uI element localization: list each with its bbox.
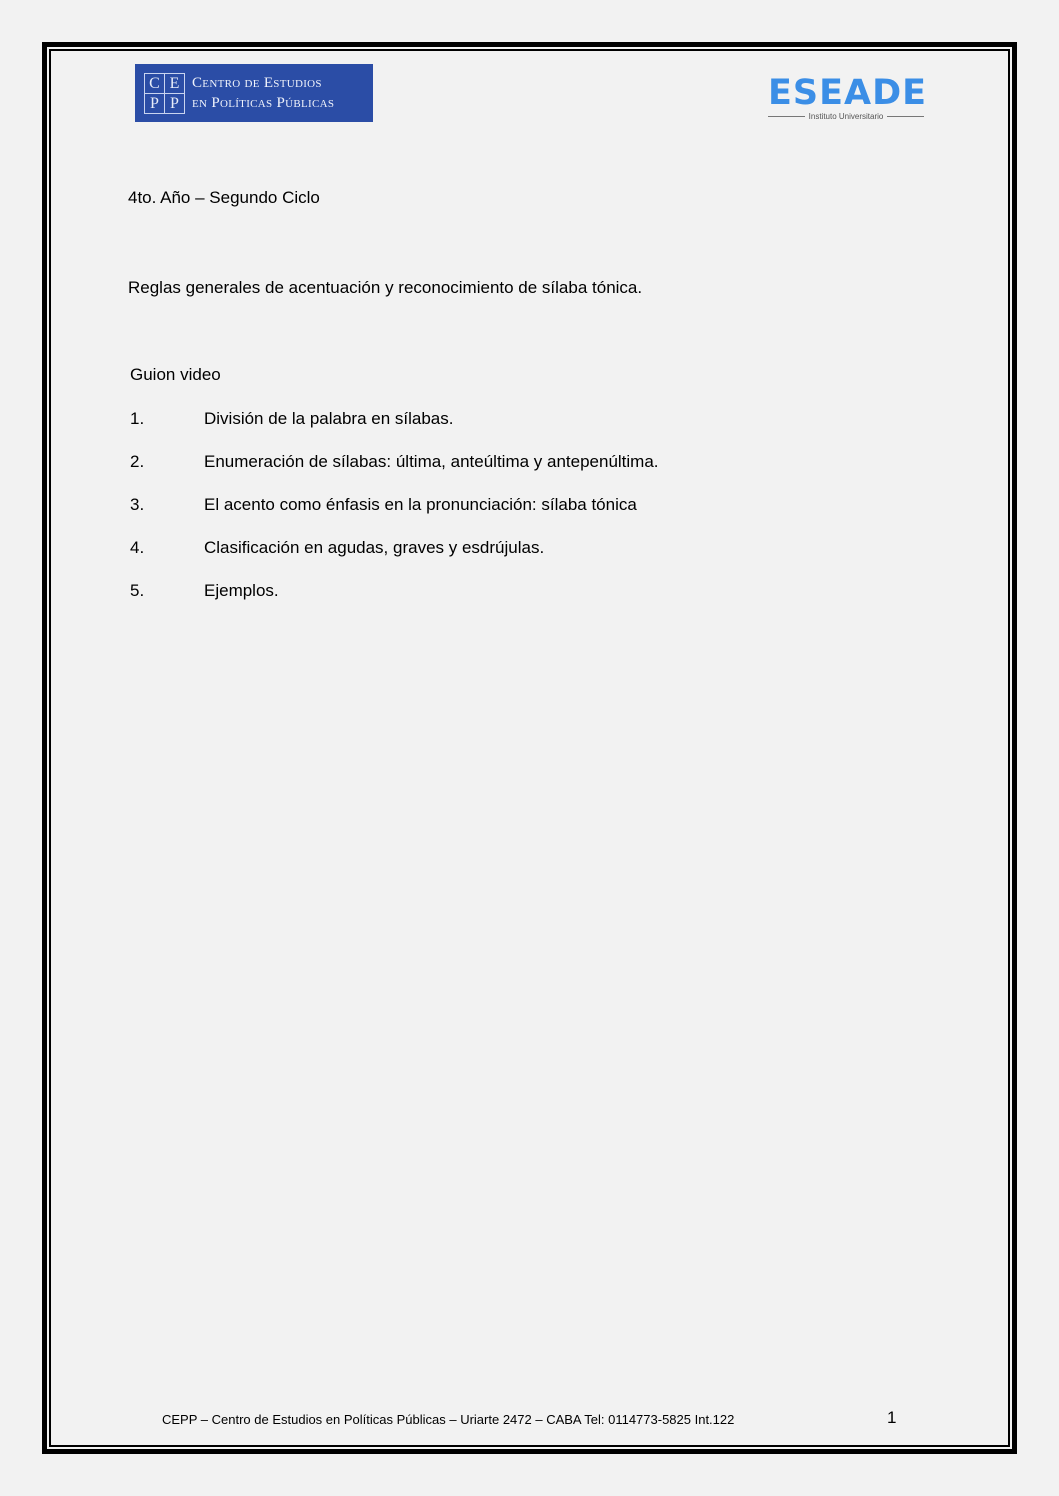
- cepp-logo-line1: Centro de Estudios: [192, 75, 322, 91]
- eseade-logo-subtitle-row: [768, 112, 924, 121]
- cepp-letter: C: [145, 74, 164, 93]
- list-item-number: 5.: [130, 581, 145, 600]
- footer-text: CEPP – Centro de Estudios en Políticas Públicas – Uriarte 2472 – CABA Tel: 0114773-5825 Int.122: [162, 1412, 735, 1427]
- topic-line: Reglas generales de acentuación y reconocimiento de sílaba tónica.: [128, 278, 643, 297]
- list-item-number: 4.: [130, 538, 145, 557]
- cepp-logo-line2: en Políticas Públicas: [192, 95, 335, 111]
- list-item-text: Enumeración de sílabas: última, anteúltima y antepenúltima.: [204, 452, 659, 471]
- eseade-logo: [768, 73, 928, 122]
- page-number: 1: [887, 1408, 897, 1427]
- list-item-text: Clasificación en agudas, graves y esdrújulas.: [204, 538, 545, 557]
- course-heading: 4to. Año – Segundo Ciclo: [128, 188, 320, 207]
- list-item-number: 2.: [130, 452, 145, 471]
- eseade-logo-name: ESEADE: [768, 73, 928, 113]
- list-item-text: El acento como énfasis en la pronunciación: sílaba tónica: [204, 495, 637, 514]
- cepp-letter: E: [165, 74, 184, 93]
- list-item-number: 3.: [130, 495, 145, 514]
- section-title: Guion video: [130, 365, 221, 384]
- list-item-text: Ejemplos.: [204, 581, 279, 600]
- eseade-rule-right: [887, 116, 924, 117]
- page-border-inner: [49, 49, 1010, 1447]
- list-item-text: División de la palabra en sílabas.: [204, 409, 454, 428]
- cepp-letter: P: [165, 94, 184, 113]
- cepp-letter: P: [145, 94, 164, 113]
- eseade-rule-left: [768, 116, 805, 117]
- eseade-logo-subtitle: Instituto Universitario: [808, 112, 884, 121]
- cepp-monogram: [144, 73, 185, 114]
- cepp-logo-text: [192, 73, 334, 113]
- list-item-number: 1.: [130, 409, 145, 428]
- cepp-logo: [135, 64, 373, 122]
